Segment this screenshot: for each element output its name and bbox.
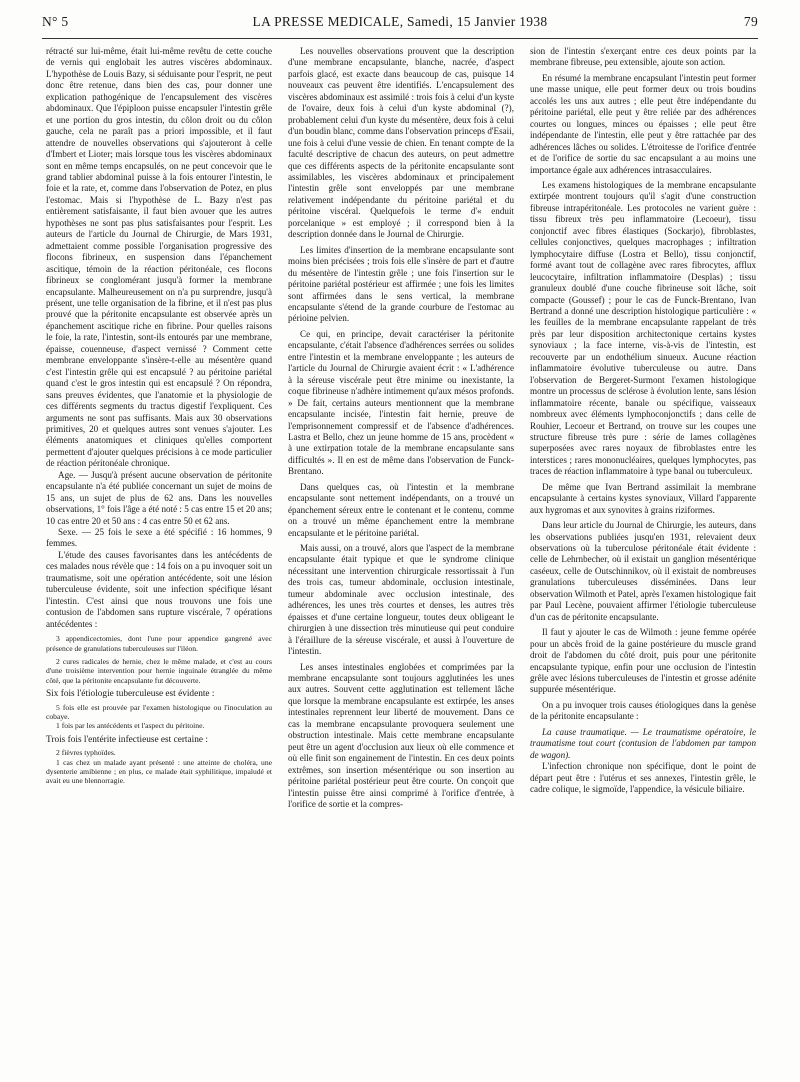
note: 2 cures radicales de hernie, chez le même malade, et c'est au cours d'une troisième intervention pour hernie inguinale étranglée du même côté, que la péritonite encapsulante fut découverte.: [46, 656, 272, 685]
journal-title: LA PRESSE MEDICALE, Samedi, 15 Janvier 1938: [252, 14, 548, 29]
paragraph: Les anses intestinales englobées et comprimées par la membrane encapsulante sont toujours agglutinées les unes aux autres. Souvent cette agglutination est tellement lâche que lorsque la membrane encapsulante est extirpée, les anses intestinales reprennent leur liberté de mouvement. Dans ce cas la membrane encapsulante provoquera seulement une obstruction intestinale. Mais cette membrane encapsulante peut être un agent d'occlusion aux lieux où elle commence et où elle finit son engainement de l'intestin. En ces deux points extrêmes, son insertion mésentérique ou son insertion au péritoine pariétal postérieur peut être courte. On conçoit que l'intestin puisse être ainsi comprimé à l'orifice d'entrée, à l'orifice de sortie et la compres-: [288, 661, 514, 809]
paragraph-sex: Sexe. — 25 fois le sexe a été spécifié : 16 hommes, 9 femmes.: [46, 527, 272, 549]
subheading: Trois fois l'entérite infectieuse est certaine :: [46, 734, 208, 745]
paragraph: Les nouvelles observations prouvent que la description d'une membrane encapsulante, blanche, nacrée, d'aspect parfois glacé, est exacte dans beaucoup de cas, puisque 14 nouveaux cas peuvent être identifiés. L'encapsulement des viscères abdominaux est assimilé : trois fois à celui d'un kyste de l'ovaire, deux fois à celui d'un kyste abdominal (?), probablement celui d'un kyste du mésentère, deux fois à celui d'un boudin blanc, comme dans l'observation princeps d'Esaii, une fois à celui d'une vessie de chien. En tenant compte de la faculté descriptive de chacun des auteurs, on peut admettre que ces différents aspects de la péritonite encapsulante sont assimilables, les viscères abdominaux et principalement l'intestin grêle sont enveloppés par une membrane relativement indépendante du péritoine pariétal et du péritoine viscéral. Quelquefois le terme d'« enduit porcelanique » est employé ; il correspond bien à la description donnée dans le Journal de Chirurgie.: [288, 46, 514, 240]
paragraph: sion de l'intestin s'exerçant entre ces deux points par la membrane fibreuse, peu extensible, ajoute son action.: [530, 46, 756, 68]
note: 2 fièvres typhoïdes.: [56, 748, 116, 758]
paragraph: Dans leur article du Journal de Chirurgie, les auteurs, dans les observations publiées jusqu'en 1931, relevaient deux observations où la tuberculose péritonéale était évidente : celle de Lehrnbecher, où il existait un ganglion mésentérique caséeux, celle de Outschinnikov, où il existait de nombreuses granulations tuberculeuses disséminées. Dans leur observation Wilmoth et Patel, après l'examen histologique fait par Paul Lecène, pouvaient affirmer l'étiologie tuberculeuse d'un cas de péritonite encapsulante.: [530, 520, 756, 622]
paragraph: Ce qui, en principe, devait caractériser la péritonite encapsulante, c'était l'absence d'adhérences serrées ou solides entre l'intestin et la membrane enveloppante ; les auteurs de l'article du Journal de Chirurgie avaient écrit : « L'adhérence à la séreuse viscérale peut être minime ou inexistante, la coque fibrineuse n'adhère intimement qu'aux mésos profonds. » De fait, certains auteurs mentionnent que la membrane encapsulante incisée, l'intestin fait hernie, preuve de l'emprisonnement compressif et de l'absence d'adhérences. Lastra et Bello, chez un jeune homme de 15 ans, procèdent « à une extirpation totale de la membrane encapsulante sans difficultés ». Il en est de même dans l'observation de Funck-Brentano.: [288, 328, 514, 477]
paragraph: L'étude des causes favorisantes dans les antécédents de ces malades nous révèle que : 14 fois on a pu invoquer soit un traumatisme, soit une opération antécédente, soit une lésion tuberculeuse évidente, soit une infection spécifique lésant l'intestin. C'est ainsi que nous trouvons une fois une contusion de l'abdomen sans rupture viscérale, 7 opérations antécédentes :: [46, 549, 272, 629]
article-body: [46, 46, 758, 1076]
paragraph: De même que Ivan Bertrand assimilait la membrane encapsulante à certains kystes synoviaux, Villard l'apparente aux hygromas et aux synovites à grains riziformes.: [530, 481, 756, 515]
paragraph-chronic-infection: L'infection chronique non spécifique, dont le point de départ peut être : l'utérus et ses annexes, l'intestin grêle, le cadre colique, le sigmoïde, l'appendice, la vésicule biliaire.: [530, 761, 756, 795]
notes-block: [46, 634, 272, 685]
paragraph: Il faut y ajouter le cas de Wilmoth : jeune femme opérée pour un abcès froid de la gaine postérieure du muscle grand droit de l'abdomen du côté droit, puis pour une péritonite encapsulante typique, enfin pour une occlusion de l'intestin grêle avec lésions tuberculeuses de l'intestin et grosse adénite suppurée mésentérique.: [530, 627, 756, 695]
note: 3 appendicectomies, dont l'une pour appendice gangrené avec présence de granulations tuberculeuses sur l'iléon.: [46, 634, 272, 653]
notes-block: [46, 703, 272, 731]
paragraph: En résumé la membrane encapsulant l'intestin peut former une masse unique, elle peut former deux ou trois boudins accolés les uns aux autres ; elle peut être indépendante du péritoine pariétal, elle peut y être reliée par des adhérences courtes ou longues, minces ou épaisses ; elle peut être indépendante de l'intestin, elle peut y être rattachée par des adhérences lâches ou solides. L'étroitesse de l'orifice d'entrée et de l'orifice de sortie du sac encapsulant a au moins une importance égale aux adhérences intrasacculaires.: [530, 72, 756, 175]
paragraph: rétracté sur lui-même, était lui-même revêtu de cette couche de vernis qui englobait les autres viscères abdominaux. L'hypothèse de Louis Bazy, si séduisante pour l'esprit, ne peut donc être retenue, dans bien des cas, pour donner une explication pathogénique de l'encapsulement des viscères abdominaux. Que l'épiploon puisse encapsuler l'intestin grêle et une portion du gros intestin, du côlon droit ou du côlon gauche, cela ne paraît pas a priori impossible, et il faut attendre de nouvelles observations qui s'ajouteront à celle d'Imbert et Lioter; mais lorsque tous les viscères abdominaux sont en même temps encapsulés, on ne peut concevoir que le grand tablier abdominal puisse à la fois entourer l'intestin, le foie et la rate, et, comme dans l'observation de Potez, en plus l'estomac. Mais si l'hypothèse de L. Bazy n'est pas entièrement satisfaisante, il faut bien avouer que les autres hypothèses ne sont pas plus satisfaisantes pour l'esprit. Les auteurs de l'article du Journal de Chirurgie, de Mars 1931, admettaient comme possible l'organisation progressive des flocons fibrineux, en suspension dans l'épanchement ascitique, témoin de la réaction péritonéale, ces flocons fibrineux se conglomérant jusqu'à former la membrane encapsulante. Malheureusement on n'a pu surprendre, jusqu'à présent, une telle organisation de la fibrine, et il n'est pas plus prouvé que la péritonite encapsulante est observée après un épanchement ascitique riche en fibrine. Pour quelles raisons le foie, la rate, l'intestin, sont-ils entourés par une membrane, épaisse, couenneuse, d'aspect vernissé ? Comment cette membrane enveloppante s'insère-t-elle au mésentère quand c'est l'intestin grêle qui est encapsulé ? au péritoine pariétal quand c'est le gros intestin qui est encapsulé ? On répondra, sans preuves évidentes, que l'anatomie et la physiologie de ces différents segments du tractus digestif l'expliquent. Ces arguments ne sont pas suffisants. Mais aux 30 observations primitives, 20 et quelques autres sont venues s'ajouter. Les éléments anatomiques et cliniques qu'elles comportent permettent d'ajouter quelques précisions à ce mode particulier de réaction péritonéale chronique.: [46, 46, 272, 469]
subheading: Six fois l'étiologie tuberculeuse est évidente :: [46, 689, 215, 700]
paragraph: Les examens histologiques de la membrane encapsulante extirpée montrent toujours qu'il s'agit d'une construction fibreuse intrapéritonéale. Les protocoles ne varient guère : tissu fibreux très peu inflammatoire (Lecoeur), tissu conjonctif avec fibres élastiques (Sockarjo), fibroblastes, cellules conjonctives, quelques macrophages ; infiltration lymphocytaire diffuse (Lostra et Bello), tissu conjonctif, formé avant tout de collagène avec rares fibrocytes, afflux leucocytaire, infiltration inflammatoire (Desplas) ; tissu granuleux doublé d'une couche fibrineuse soit lâche, soit compacte (Goussef) ; pour le cas de Funck-Brentano, Ivan Bertrand a donné une description histologique particulière : « les feuilles de la membrane encapsulante rappelant de très près par leur disposition architectonique certains kystes synoviaux ; la face interne, vis-à-vis de l'intestin, est recouverte par un endothélium sinueux. Aucune réaction inflammatoire évolutive tuberculeuse ou autre. Dans l'observation de Bergeret-Surmont l'examen histologique montre un processus de sclérose à évolution lente, sans lésion inflammatoire récente, banale ou spécifique, vaisseaux nombreux avec éléments lymphoconjonctifs ; dans celle de Rouhier, Lecoeur et Bertrand, on trouve sur les coupes une structure fibreuse très pure : série de lames collagènes superposées avec rares noyaux de fibroblastes entre les interstices ; rares mononucléaires, quelques lymphocytes, pas traces de réaction inflammatoire à type banal ou tuberculeux.: [530, 179, 756, 477]
paragraph: Les limites d'insertion de la membrane encapsulante sont moins bien précisées ; trois fois elle s'insère de part et d'autre du mésentère de l'intestin grêle ; une fois l'insertion sur le péritoine pariétal postérieur est affirmée ; une fois les limites sont affirmées dans le sens vertical, la membrane encapsulante s'étend de la grande courbure de l'estomac au périoine pelvien.: [288, 244, 514, 324]
column-2: [288, 46, 514, 1076]
column-3: [530, 46, 756, 1076]
column-1: [46, 46, 272, 1076]
paragraph-traumatic-cause: La cause traumatique. — Le traumatisme opératoire, le traumatisme tout court (contusion de l'abdomen par tampon de wagon).: [530, 726, 756, 760]
paragraph: Dans quelques cas, où l'intestin et la membrane encapsulante sont nettement indépendants, on a trouvé un épanchement séreux entre le contenant et le contenu, comme on a trouvé un même épanchement entre la membrane encapsulante et le péritoine pariétal.: [288, 481, 514, 538]
page-header: [42, 14, 758, 36]
note: 1 fois par les antécédents et l'aspect du péritoine.: [56, 721, 205, 731]
paragraph: On a pu invoquer trois causes étiologiques dans la genèse de la péritonite encapsulante :: [530, 699, 756, 722]
issue-number: N° 5: [42, 14, 69, 29]
paragraph: Mais aussi, on a trouvé, alors que l'aspect de la membrane encapsulante était typique et que le syndrome clinique nécessitant une intervention chirurgicale ressortissait à l'un des trois cas, tumeur abdominale, occlusion intestinale, tumeur abdominale avec occlusion intestinale, des adhérences, les unes très courtes et denses, les autres très épaisses et d'une certaine longueur, toutes deux obligeant le chirurgien à une dissection très minutieuse qui peut conduire à l'éraillure de la séreuse viscérale, et aussi à l'ouverture de l'intestin.: [288, 543, 514, 657]
header-rule: [42, 38, 758, 39]
paragraph-age: Age. — Jusqu'à présent aucune observation de péritonite encapsulante n'a été publiée concernant un sujet de moins de 15 ans, un sujet de plus de 62 ans. Dans les nouvelles observations, 1° fois l'âge a été noté : 5 cas entre 15 et 20 ans; 10 cas entre 20 et 50 ans : 4 cas entre 50 et 62 ans.: [46, 469, 272, 526]
notes-block: [46, 748, 272, 786]
note: 5 fois elle est prouvée par l'examen histologique ou l'inoculation au cobaye.: [46, 702, 272, 721]
page-number: 79: [743, 14, 758, 29]
note: 1 cas chez un malade ayant présenté : une atteinte de choléra, une dysenterie amibienne ; en plus, ce malade était syphilitique, impaludé et avait eu une blennorragie.: [46, 757, 272, 786]
